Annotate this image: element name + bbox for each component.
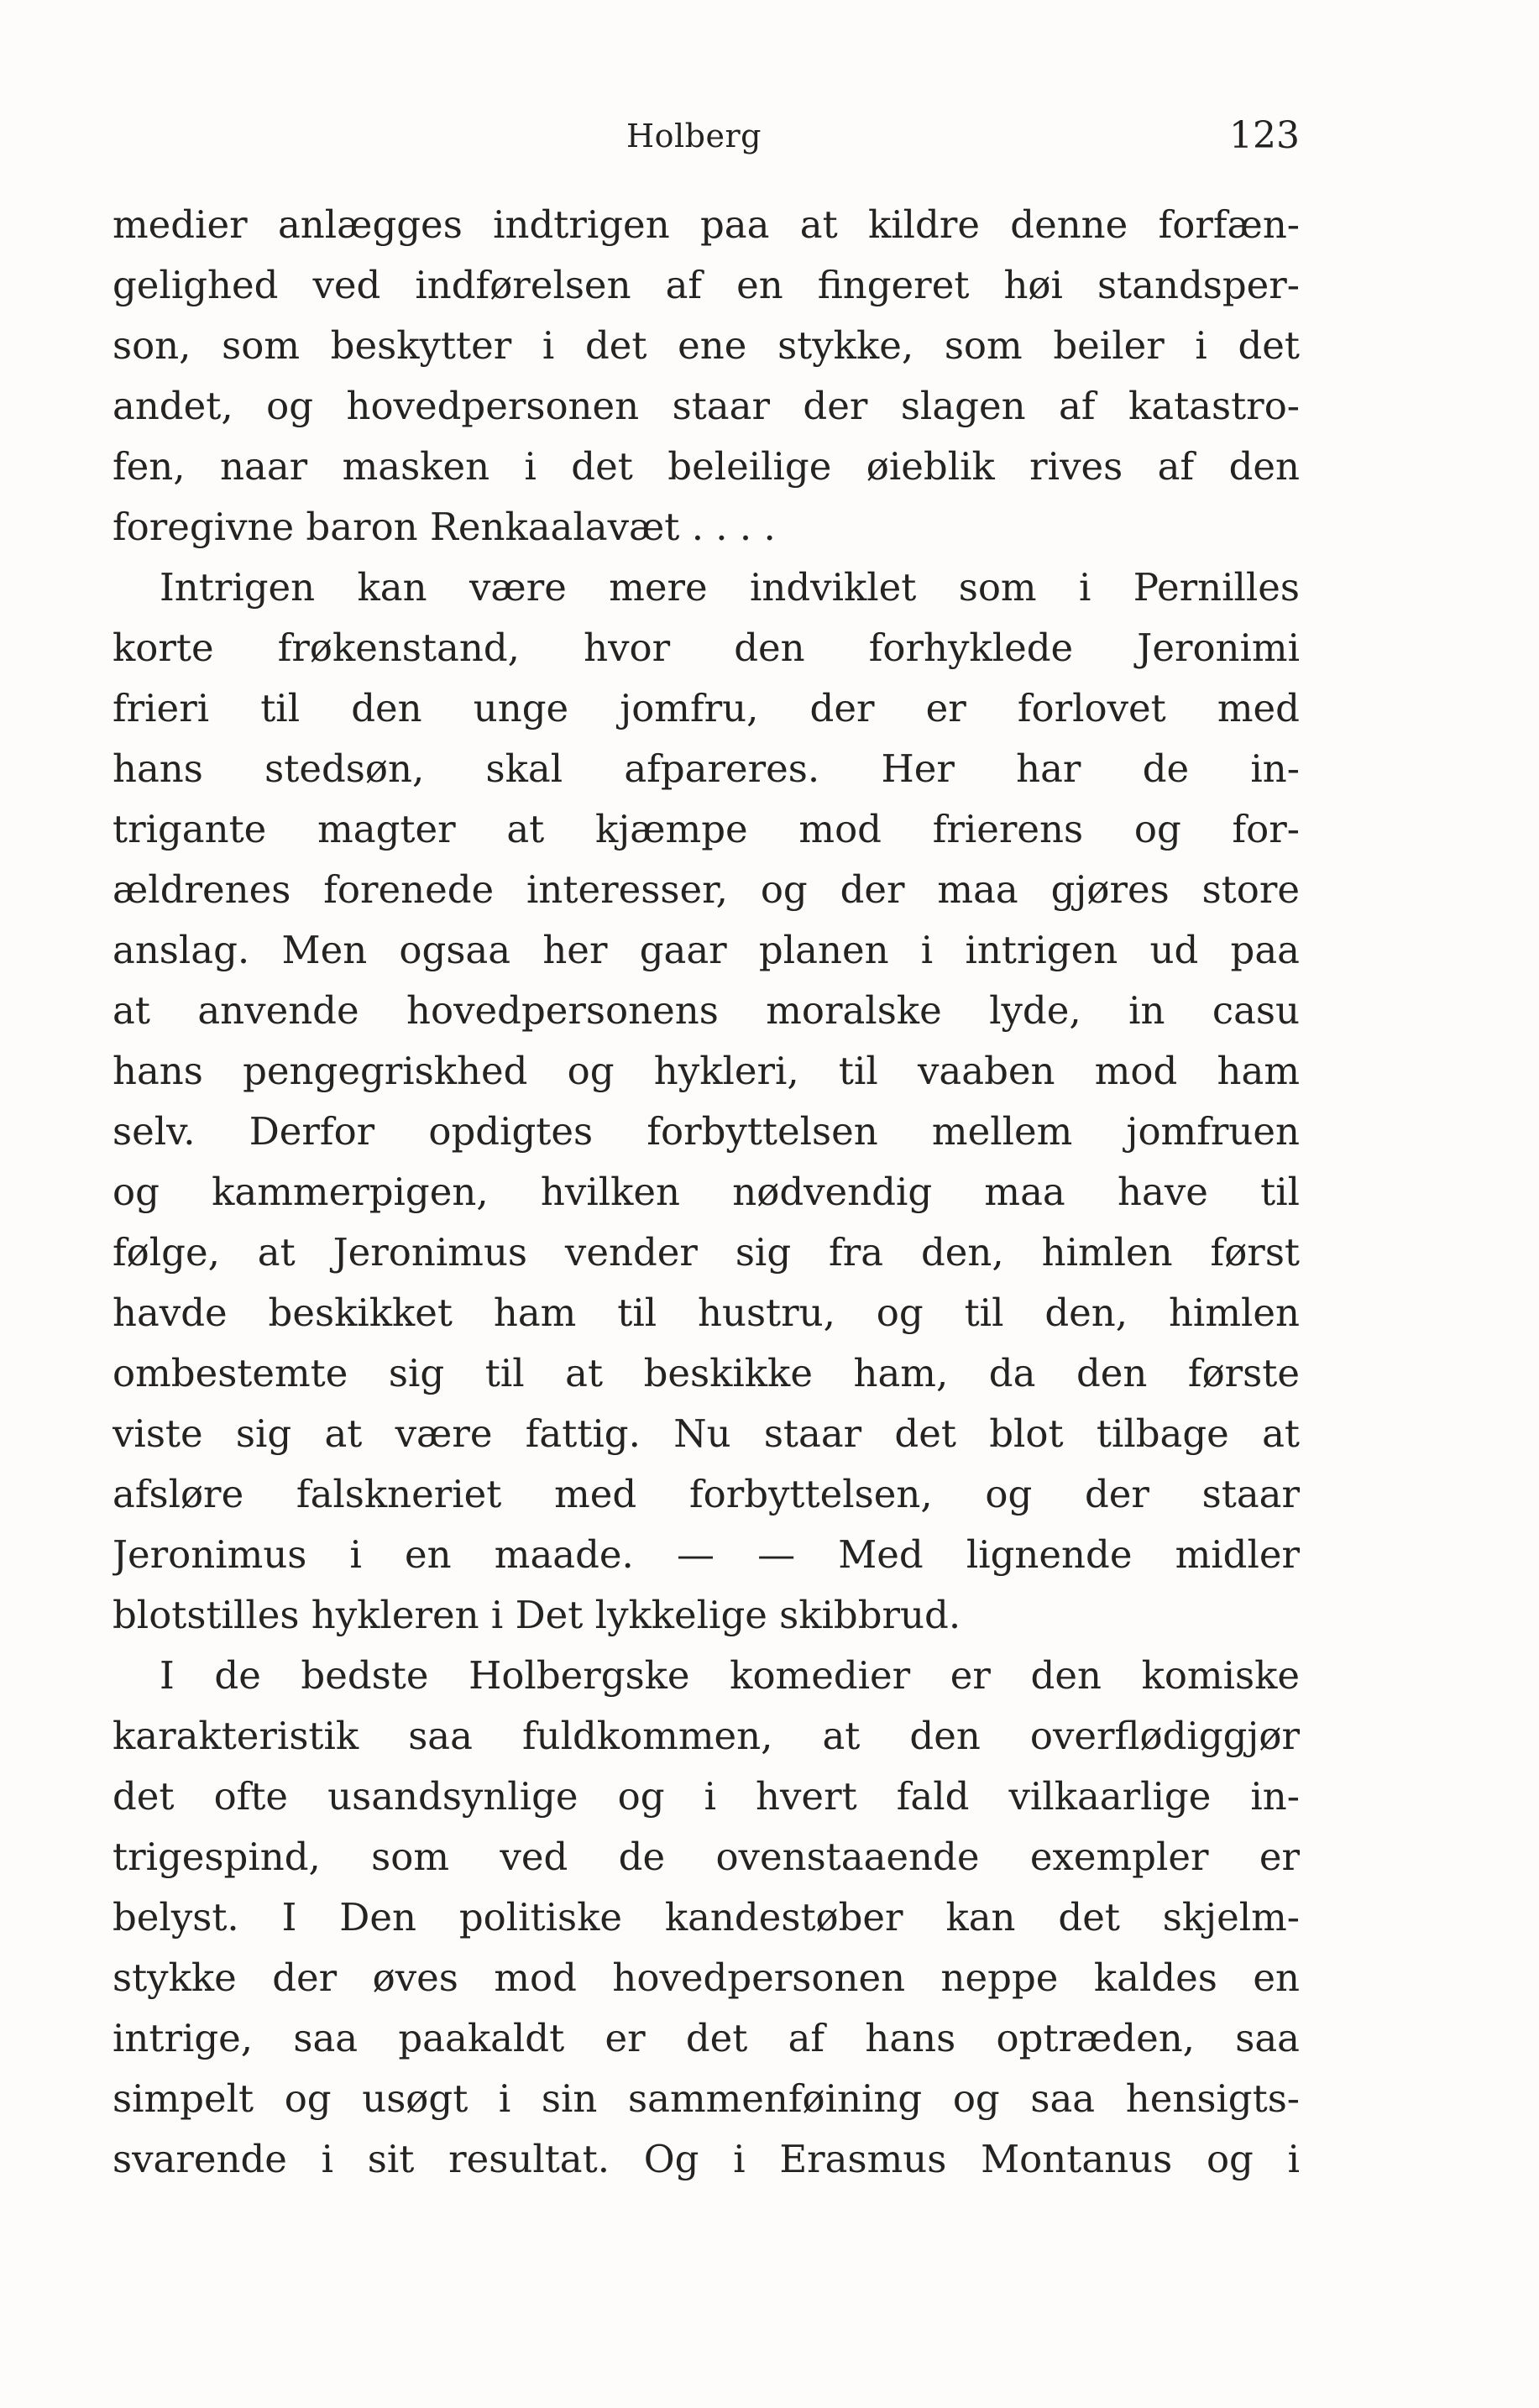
text-line: anslag. Men ogsaa her gaar planen i intrigen ud paa xyxy=(113,928,1300,972)
text-line: stykke der øves mod hovedpersonen neppe kaldes en xyxy=(113,1955,1300,2000)
text-line: fen, naar masken i det beleilige øieblik rives af den xyxy=(113,444,1300,489)
text-line: Jeronimus i en maade. — — Med lignende midler xyxy=(113,1532,1300,1577)
text-line: havde beskikket ham til hustru, og til den, himlen xyxy=(113,1290,1300,1335)
text-line: svarende i sit resultat. Og i Erasmus Montanus og i xyxy=(113,2137,1300,2181)
text-line: trigante magter at kjæmpe mod frierens og for- xyxy=(113,807,1300,851)
text-line: I de bedste Holbergske komedier er den komiske xyxy=(160,1653,1300,1698)
text-line: foregivne baron Renkaalavæt . . . . xyxy=(113,505,776,549)
text-line: intrige, saa paakaldt er det af hans optræden, saa xyxy=(113,2016,1300,2060)
text-line: son, som beskytter i det ene stykke, som beiler i det xyxy=(113,323,1300,368)
text-line: afsløre falskneriet med forbyttelsen, og der staar xyxy=(113,1472,1300,1516)
running-head xyxy=(113,111,1300,161)
text-line: simpelt og usøgt i sin sammenføining og saa hensigts- xyxy=(113,2076,1300,2121)
text-line: følge, at Jeronimus vender sig fra den, himlen først xyxy=(113,1230,1300,1275)
text-line: det ofte usandsynlige og i hvert fald vilkaarlige in- xyxy=(113,1774,1300,1819)
page-number: 123 xyxy=(1229,114,1300,157)
text-line: andet, og hovedpersonen staar der slagen af katastro- xyxy=(113,384,1300,428)
text-line: karakteristik saa fuldkommen, at den overflødiggjør xyxy=(113,1714,1300,1758)
text-line: belyst. I Den politiske kandestøber kan det skjelm- xyxy=(113,1895,1300,1939)
text-line: og kammerpigen, hvilken nødvendig maa have til xyxy=(113,1170,1300,1214)
text-line: ældrenes forenede interesser, og der maa gjøres store xyxy=(113,867,1300,912)
text-line: viste sig at være fattig. Nu staar det blot tilbage at xyxy=(113,1411,1300,1456)
text-line: Intrigen kan være mere indviklet som i Pernilles xyxy=(160,565,1300,610)
text-line: ombestemte sig til at beskikke ham, da den første xyxy=(113,1351,1300,1395)
body-text xyxy=(113,195,1300,2190)
text-line: trigespind, som ved de ovenstaaende exempler er xyxy=(113,1835,1300,1879)
text-line: blotstilles hykleren i Det lykkelige skibbrud. xyxy=(113,1593,961,1637)
text-line: at anvende hovedpersonens moralske lyde, in casu xyxy=(113,988,1300,1033)
text-line: selv. Derfor opdigtes forbyttelsen mellem jomfruen xyxy=(113,1109,1300,1154)
text-line: gelighed ved indførelsen af en fingeret høi standsper- xyxy=(113,263,1300,307)
text-line: frieri til den unge jomfru, der er forlovet med xyxy=(113,686,1300,730)
text-line: hans pengegriskhed og hykleri, til vaaben mod ham xyxy=(113,1049,1300,1093)
text-line: hans stedsøn, skal afpareres. Her har de in- xyxy=(113,746,1300,791)
text-line: medier anlægges indtrigen paa at kildre denne forfæn- xyxy=(113,202,1300,247)
text-line: korte frøkenstand, hvor den forhyklede Jeronimi xyxy=(113,626,1300,670)
running-title: Holberg xyxy=(626,118,762,154)
